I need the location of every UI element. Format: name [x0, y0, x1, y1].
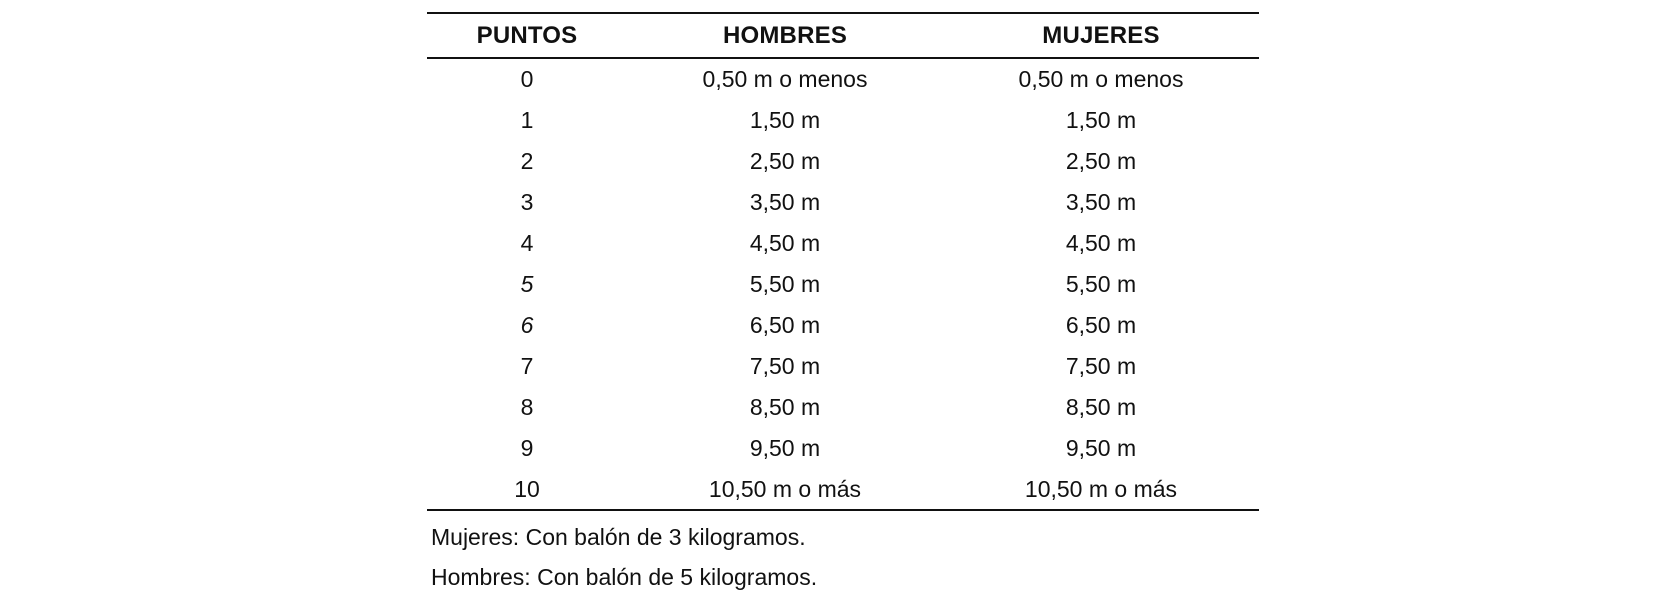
table-row [427, 428, 1259, 469]
cell-hombres: 10,50 m o más [627, 469, 943, 510]
cell-hombres: 0,50 m o menos [702, 66, 868, 92]
cell-mujeres: 1,50 m [1065, 107, 1137, 133]
header-mujeres: MUJERES [943, 13, 1259, 58]
table-row [427, 141, 1259, 182]
table-row [427, 58, 1259, 100]
cell-hombres: 2,50 m [749, 148, 821, 174]
cell-mujeres: 0,50 m o menos [1018, 66, 1184, 92]
cell-puntos: 4 [520, 230, 534, 256]
cell-puntos: 6 [520, 312, 534, 338]
table-row [427, 305, 1259, 346]
header-puntos: PUNTOS [427, 13, 627, 58]
cell-hombres: 9,50 m [749, 435, 821, 461]
table-row [427, 182, 1259, 223]
table-body [427, 58, 1259, 510]
table-row [427, 264, 1259, 305]
cell-puntos: 7 [520, 353, 534, 379]
table-row [427, 100, 1259, 141]
cell-hombres: 6,50 m [749, 312, 821, 338]
cell-puntos: 3 [520, 189, 534, 215]
table-row [427, 346, 1259, 387]
cell-hombres: 4,50 m [749, 230, 821, 256]
cell-mujeres: 7,50 m [1065, 353, 1137, 379]
cell-puntos: 1 [520, 107, 534, 133]
cell-mujeres: 6,50 m [1065, 312, 1137, 338]
table-notes [427, 517, 1259, 597]
cell-hombres: 1,50 m [749, 107, 821, 133]
cell-mujeres: 3,50 m [1065, 189, 1137, 215]
cell-hombres: 3,50 m [749, 189, 821, 215]
header-row [427, 13, 1259, 58]
cell-mujeres: 9,50 m [1065, 435, 1137, 461]
cell-hombres: 7,50 m [749, 353, 821, 379]
cell-hombres: 5,50 m [749, 271, 821, 297]
cell-hombres: 8,50 m [749, 394, 821, 420]
cell-mujeres: 2,50 m [1065, 148, 1137, 174]
header-hombres: HOMBRES [627, 13, 943, 58]
table-row [427, 469, 1259, 510]
cell-puntos: 2 [520, 148, 534, 174]
cell-puntos: 8 [520, 394, 534, 420]
cell-mujeres: 4,50 m [1065, 230, 1137, 256]
cell-mujeres: 10,50 m o más [943, 469, 1259, 510]
document-body [427, 12, 1259, 597]
note-mujeres: Mujeres: Con balón de 3 kilogramos. [431, 524, 806, 550]
cell-mujeres: 5,50 m [1065, 271, 1137, 297]
cell-puntos: 10 [427, 469, 627, 510]
table-row [427, 387, 1259, 428]
cell-puntos: 0 [520, 66, 534, 92]
scores-table [427, 12, 1259, 511]
cell-mujeres: 8,50 m [1065, 394, 1137, 420]
note-hombres: Hombres: Con balón de 5 kilogramos. [431, 564, 818, 590]
cell-puntos: 9 [520, 435, 534, 461]
table-row [427, 223, 1259, 264]
table-header [427, 13, 1259, 58]
cell-puntos: 5 [520, 271, 534, 297]
